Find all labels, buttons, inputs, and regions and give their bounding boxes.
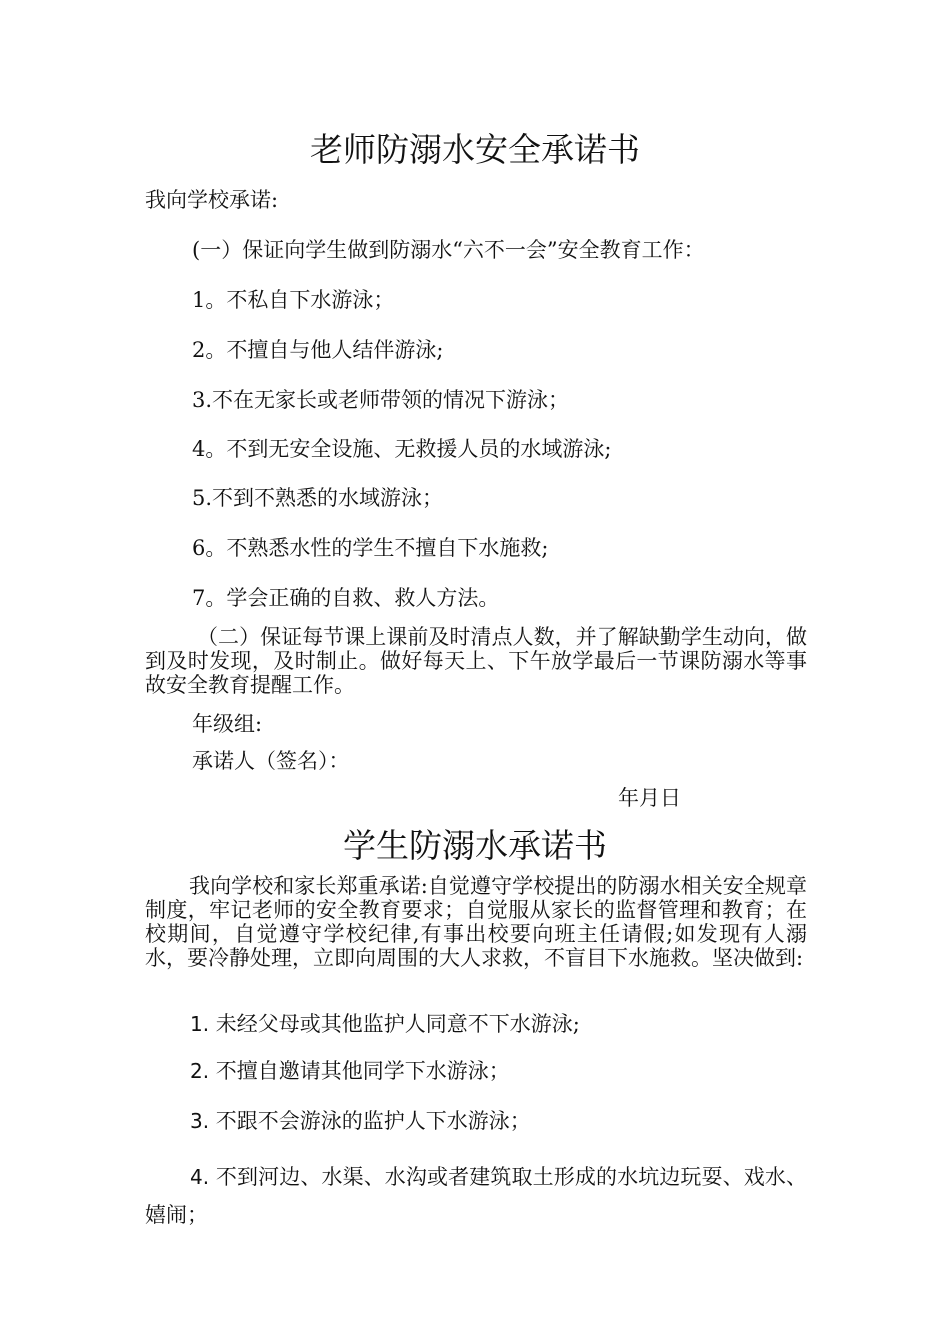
teacher-item: 6。不熟悉水性的学生不擅自下水施救; bbox=[192, 536, 549, 560]
teacher-intro: 我向学校承诺: bbox=[145, 188, 279, 212]
teacher-item: 7。学会正确的自救、救人方法。 bbox=[192, 586, 500, 610]
teacher-item: 2。不擅自与他人结伴游泳; bbox=[192, 338, 444, 362]
teacher-section-2: （二）保证每节课上课前及时清点人数，并了解缺勤学生动向，做到及时发现，及时制止。做好每天上、下午放学最后一节课防溺水等事故安全教育提醒工作。 bbox=[145, 625, 807, 697]
student-item bbox=[145, 1158, 807, 1234]
student-item-number: 1. bbox=[190, 1012, 210, 1036]
teacher-item: 5.不到不熟悉的水域游泳； bbox=[192, 486, 444, 510]
student-pledge-title: 学生防溺水承诺书 bbox=[343, 826, 607, 865]
teacher-item: 1。不私自下水游泳； bbox=[192, 288, 395, 312]
student-item-text: 不擅自邀请其他同学下水游泳； bbox=[215, 1059, 510, 1083]
grade-group-label: 年级组: bbox=[192, 712, 263, 736]
signer-label: 承诺人（签名）： bbox=[192, 749, 350, 773]
student-item-text: 不到河边、水渠、水沟或者建筑取土形成的水坑边玩耍、戏水、嬉闹； bbox=[145, 1165, 807, 1227]
teacher-item: 4。不到无安全设施、无救援人员的水域游泳; bbox=[192, 437, 612, 461]
student-item-number: 4. bbox=[190, 1165, 210, 1189]
teacher-section-1: (一）保证向学生做到防溺水“六不一会”安全教育工作： bbox=[192, 238, 705, 262]
student-item bbox=[190, 1109, 531, 1133]
student-item-number: 3. bbox=[190, 1109, 210, 1133]
student-item-number: 2. bbox=[190, 1059, 210, 1083]
student-item bbox=[190, 1012, 580, 1036]
teacher-item: 3.不在无家长或老师带领的情况下游泳； bbox=[192, 388, 570, 412]
student-item bbox=[190, 1059, 510, 1083]
student-intro: 我向学校和家长郑重承诺:自觉遵守学校提出的防溺水相关安全规章制度，牢记老师的安全教育要求；自觉服从家长的监督管理和教育；在校期间，自觉遵守学校纪律,有事出校要向班主任请假;如发现有人溺水，要冷静处理，立即向周围的大人求救，不盲目下水施救。坚决做到: bbox=[145, 874, 807, 970]
date-label: 年月日 bbox=[618, 786, 681, 810]
student-item-text: 不跟不会游泳的监护人下水游泳； bbox=[215, 1109, 531, 1133]
teacher-pledge-title: 老师防溺水安全承诺书 bbox=[310, 130, 640, 169]
student-item-text: 未经父母或其他监护人同意不下水游泳; bbox=[215, 1012, 580, 1036]
